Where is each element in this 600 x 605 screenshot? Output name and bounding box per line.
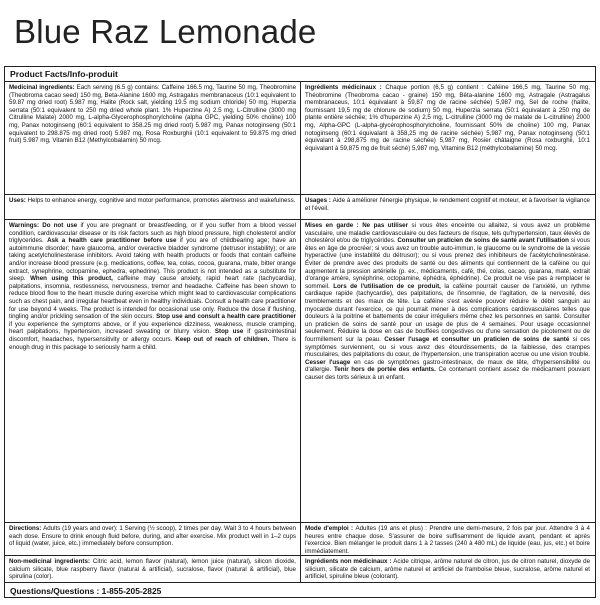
body-text: Acide citrique, arôme naturel de citron, jus de citron naturel, dioxyde de silicium, silicate de calcium, arôme naturel et artificiel de framboise bleue, sucralose, arôme naturel et artificiel, spiruline bleue (colorant). bbox=[305, 558, 591, 581]
bold-label: Stop use and consult a health care practitioner bbox=[156, 313, 297, 321]
bold-label: Ingrédients médicinaux : bbox=[305, 84, 386, 91]
body-text: la caféine pourrait causer de l'anxiété, un rythme cardiaque rapide (tachycardie), des palpitations, de l'insomnie, de l'agitation, de la nervosité, des tremblements et des maux de tête. La caféine s'est avérée pouvoir réduire le débit sanguin au myocarde durant l'exercice, ce qui pourrait mener à des complications cardiovasculaires telles que douleurs à la poitrine et battements de cœur irréguliers même chez les personnes en santé. Consulter un praticien de soins de santé pour un usage de plus de 4 semaines. Pour usage occasionnel seulement. Réduire la dose en cas de bouffées congestives ou d'une sensation de picotement ou de fourmillement sur la peau. bbox=[305, 282, 590, 343]
uses-row bbox=[5, 195, 595, 220]
bold-label: Stop use bbox=[214, 328, 248, 336]
bold-label: Cesser l'usage bbox=[305, 358, 354, 366]
warnings-fr bbox=[301, 220, 594, 522]
body-text: if you experience the symptoms above, or if you experience dizziness, weakness, muscle cramping, heart palpitations, hypertension, increased sweating or blurry vision. bbox=[9, 320, 296, 336]
body-text: if gastrointestinal discomfort, headaches, hypersensitivity or allergy occurs. bbox=[9, 328, 296, 343]
bold-label: Lors de l'utilisation de ce produit, bbox=[333, 282, 445, 290]
body-text: Citric acid, lemon flavor (natural), lemon juice (natural), silicon dioxide, calcium silicate, blue raspberry flavor (natural & artificial), sucralose, flavor (natural & artificial), blue spirulina (color). bbox=[9, 558, 297, 581]
bold-label: Ask a health care practitioner before use bbox=[47, 237, 180, 245]
bold-label: Usages : bbox=[305, 197, 333, 204]
bold-label: Directions: bbox=[9, 525, 44, 532]
body-text: Adultes (19 ans et plus) : Prendre une demi-mesure, 2 fois par jour. Attendre 3 à 4 heures entre chaque dose. S'assurer de boire suffisamment de liquide avant, pendant et après l'exercice. Bien mélanger le produit dans 1 à 2 tasses (240 à 480 mL) de liquide (eau, jus, etc.) et boire immédiatement. bbox=[305, 525, 590, 555]
body-text: si vous êtes en âge de procréer; si vous avez un trouble auto-immun, le glaucome ou le syndrome de la vessie hyperactive (une instabilité du détrusor); ou si vous prenez des inhibiteurs de l'acétylcholinestérase. Éviter de prendre avec des produits de santé ou des aliments qui contiennent de la caféine ou qui augmentent la pression artérielle (p. ex., médicaments, café, thé, colas, cacao, guarana, maté, extrait d'orange amère, synéphrine, octopamine, éphédra, éphédrine). Ce produit ne vise pas à remplacer le sommeil. bbox=[305, 237, 590, 290]
body-text: Aide à améliorer l'énergie physique, le rendement cognitif et moteur, et à favoriser la vigilance et l'éveil. bbox=[305, 197, 590, 212]
warnings-row bbox=[5, 220, 595, 523]
medicinal-ingredients-fr bbox=[301, 82, 594, 194]
directions-row bbox=[5, 523, 595, 556]
bold-label: Do not use bbox=[42, 222, 81, 229]
product-facts-header: Product Facts/Info-produit bbox=[5, 67, 595, 82]
body-text: Ce contenant contient assez de médicament pouvant causer des torts sérieux à un enfant. bbox=[305, 366, 591, 381]
uses-fr bbox=[301, 195, 594, 219]
bold-label: Consulter un praticien de soins de santé avant l'utilisation bbox=[397, 237, 571, 245]
bold-label: Mises en garde : bbox=[305, 222, 363, 229]
questions-row bbox=[5, 583, 595, 597]
product-facts-panel bbox=[4, 66, 596, 598]
bold-label: Warnings: bbox=[9, 222, 43, 229]
medicinal-ingredients-row bbox=[5, 82, 595, 195]
bold-label: Cesser l'usage et consulter un praticien de soins de santé bbox=[384, 335, 573, 343]
non-medicinal-ingredients-row bbox=[5, 556, 595, 583]
body-text: en cas de symptômes gastro-intestinaux, de maux de tête, d'hypersensibilité ou d'allergie. bbox=[305, 358, 590, 374]
body-text: si ces symptômes surviennent, ou si vous avez des étourdissements, de la faiblesse, des crampes musculaires, des palpitations du cœur, de l'hypertension, une transpiration accrue ou une vision trouble. bbox=[305, 335, 590, 359]
bold-label: Ne pas utiliser bbox=[362, 222, 412, 229]
directions-fr bbox=[301, 523, 594, 555]
bold-label: Mode d'emploi : bbox=[305, 525, 356, 532]
body-text: if you are of childbearing age; have an autoimmune disorder; have glaucoma, and/or overactive bladder syndrome (detrusor instability); or are taking acetylcholinesterase inhibitors. Avoid taking with health products or foods that contain caffeine and/or increase blood pressure (e.g. medications, coffee, tea, colas, cocoa, guarana, mate, bitter orange extract, synephrine, octopamine, ephedra, ephedrine). This product is not intended as a substitute for sleep. bbox=[9, 237, 297, 283]
body-text: Chaque portion (6,5 g) contient : Caféine 166,5 mg, Taurine 50 mg, Théobromine (Theobroma cacao - graine) 150 mg, Bêta-alanine 1600 mg, Astragale (Astragalus membranaceus, 10:1 équivalant à 59,87 mg de racine séchée) 5,987 mg, Sel de roche (halite, fournissant 19,5 mg de chlorure de sodium) 50 mg, Huperzia serrata (50:1 équivalant à 250 mg de plante entière séchée; 1% d'huperzine A) 2,5 mg, L-citrulline (3000 mg de malate de L-citrulline) 2000 mg, Alpha-GPC (L-alpha-glycérophosphorylcholine, fournissant 50% de choline) 100 mg, Panax notoginseng (60:1 équivalant à 358,25 mg de racine séchée) 5,987 mg, Panax notoginseng (50:1 équivalant à 298,875 mg de racine séchée) 5,987 mg, Rosier châtaigne (Rosa roxburghii, 10:1 équivalant à 59,875 mg de fruit séché) 5,987 mg, Vitamine B12 (méthylcobalamine) 50 mcg. bbox=[305, 84, 590, 152]
bold-label: Non-medicinal ingredients: bbox=[9, 558, 93, 565]
medicinal-ingredients-en bbox=[5, 82, 301, 194]
body-text: if you are pregnant or breastfeeding, or if you suffer from a blood vessel condition, cardiovascular disease or its risk factors such as high blood pressure, high cholesterol and/or triglycerides. bbox=[9, 222, 296, 245]
uses-en bbox=[5, 195, 301, 219]
bold-label: Tenir hors de portée des enfants. bbox=[333, 366, 439, 374]
product-title: Blue Raz Lemonade bbox=[14, 13, 317, 50]
body-text: caffeine may cause anxiety, rapid heart rate (tachycardia), palpitations, insomnia, restlessness, nervousness, tremor and headache. Caffeine has been shown to reduce blood flow to the heart muscle during exercise which might lead to cardiovascular complications such as chest pain, and irregular heartbeat even in healthy individuals. Consult a health care practitioner for use beyond 4 weeks. The product is intended for occasional use only. Reduce the dose if flushing, tingling and/or prickling sensation of the skin occurs. bbox=[9, 275, 296, 321]
directions-en bbox=[5, 523, 301, 555]
body-text: Each serving (6.5 g) contains: Caffeine 166.5 mg, Taurine 50 mg, Theobromine (Theobroma cacao seed) 150 mg, Beta-Alanine 1600 mg, Astragalus membranaceus (10:1 equivalent to 59.87 mg dried root) 5.987 mg, Halite (Rock salt, yielding 19.5 mg sodium chloride) 50 mg, Huperzia serrata (50:1 equivalent to 250 mg dried whole plant. 1% Huperzine A) 2.5 mg, L-Citrulline (3000 mg Citrulline Malate) 2000 mg, L-alpha-Glycerophosphorylcholine (alpha GPC, yielding 50% choline) 100 mg, Panax notoginseng (60:1 equivalent to 358.25 mg dried root) 5.987 mg, Panax notoginseng (50:1 equivalent to 298.875 mg dried root) 5.987 mg, Rosa Roxburghii (10:1 equivalent to 59.875 mg dried fruit) 5.987 mg, Vitamin B12 (Methylcobalamin) 50 mcg. bbox=[9, 84, 297, 145]
non-medicinal-ingredients-fr bbox=[301, 556, 594, 582]
bold-label: Medicinal ingredients: bbox=[9, 84, 77, 91]
bold-label: Ingrédients non médicinaux : bbox=[305, 558, 394, 565]
questions-phone: Questions/Questions : 1-855-205-2825 bbox=[10, 586, 162, 596]
non-medicinal-ingredients-en bbox=[5, 556, 301, 582]
warnings-en bbox=[5, 220, 301, 522]
bold-label: Keep out of reach of children. bbox=[175, 335, 273, 343]
body-text: Adults (19 years and over): 1 Serving (½ scoop), 2 times per day. Wait 3 to 4 hours between each dose. Ensure to drink enough fluid before, during, and after exercise. Mix product well in 1–2 cups of liquid (water, juice, etc.) immediately before consumption. bbox=[9, 525, 296, 548]
body-text: si vous êtes enceinte ou allaitez, si vous avez un problème vasculaire, une maladie cardiovasculaire ou des facteurs de risque, tels qu'hypertension, taux élevés de cholestérol et/ou de triglycérides. bbox=[305, 222, 590, 245]
body-text: There is enough drug in this package to seriously harm a child. bbox=[9, 335, 296, 351]
bold-label: When using this product, bbox=[30, 275, 118, 283]
body-text: Helps to enhance energy, cognitive and motor performance, promotes alertness and wakefulness. bbox=[27, 197, 296, 204]
bold-label: Uses: bbox=[9, 197, 28, 204]
